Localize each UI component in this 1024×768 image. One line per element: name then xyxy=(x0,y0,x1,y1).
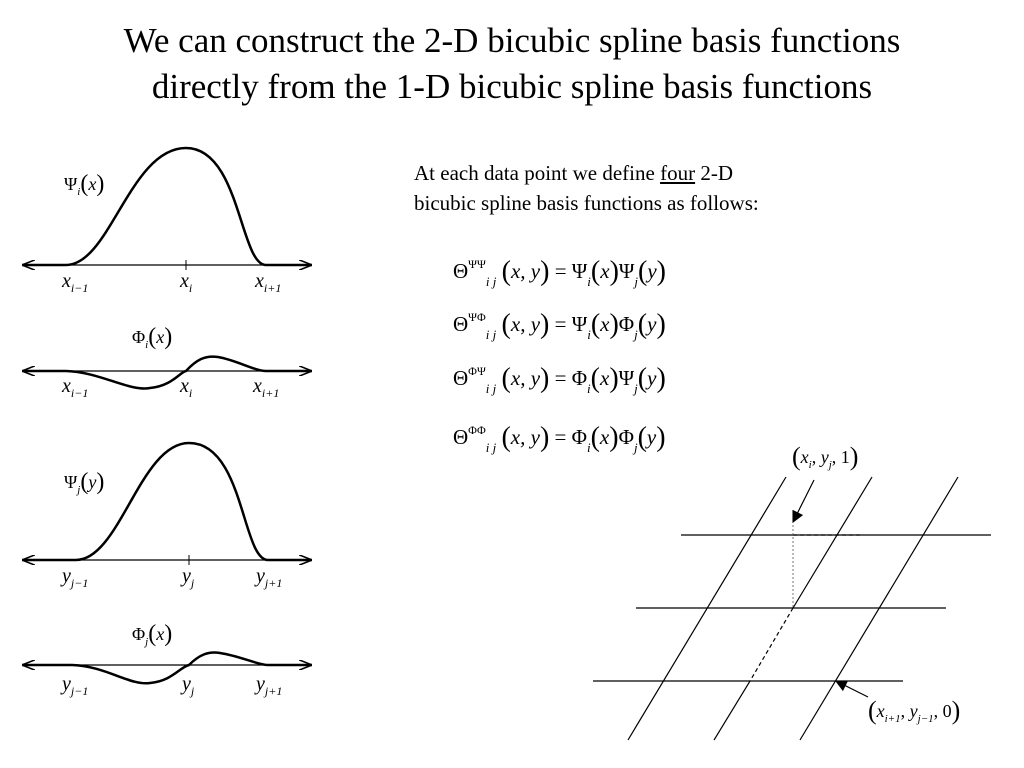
point-label-top: ($x_i$, $y_j$, 1) xyxy=(792,442,859,471)
graph-psi-i xyxy=(22,148,312,270)
equation-phi-phi: $\Theta^{\Phi\Phi}_{i j}$ (x, $y) = \Phi_i(x)\Phi_j(y)$ xyxy=(453,422,666,455)
eq-superscript: ΦΦ xyxy=(468,423,486,437)
eq-first-factor: Ψ xyxy=(571,312,588,336)
equation-psi-psi: $\Theta^{\Psi\Psi}_{i j}$ (x, $y) = \Psi_i(x)\Psi_j(y)$ xyxy=(453,256,666,289)
eq-subscript: i j xyxy=(485,274,497,289)
tick-label-left: $x_{i-1}$ xyxy=(62,375,89,400)
grid-diagonal-2-bottom xyxy=(714,681,750,740)
label-psi-j-y: $\Psi_j(y)$ xyxy=(64,469,105,496)
title-line-1: We can construct the 2-D bicubic spline basis functions xyxy=(123,21,901,60)
label-phi-j-x: $\Phi_j(x)$ xyxy=(132,621,173,648)
graph-psi-j xyxy=(22,443,312,565)
equation-psi-phi: $\Theta^{\Psi\Phi}_{i j}$ (x, $y) = \Psi_i(x)\Phi_j(y)$ xyxy=(453,309,666,342)
tick-label-right: $x_{i+1}$ xyxy=(255,270,282,295)
eq-second-factor: Ψ xyxy=(618,366,635,390)
tick-label-right: $x_{i+1}$ xyxy=(253,375,280,400)
intro-emphasis: four xyxy=(660,161,696,185)
eq-subscript: i j xyxy=(485,327,497,342)
equation-phi-psi: $\Theta^{\Phi\Psi}_{i j}$ (x, $y) = \Phi_i(x)\Psi_j(y)$ xyxy=(453,363,666,396)
intro-part-2: 2-D xyxy=(695,161,733,185)
eq-subscript: i j xyxy=(485,440,497,455)
tick-label-mid: $x_i$ xyxy=(180,375,193,400)
eq-superscript: ΨΦ xyxy=(468,310,486,324)
point-label-bottom: ($x_{i+1}$, $y_{j-1}$, 0) xyxy=(868,696,961,725)
eq-superscript: ΦΨ xyxy=(468,364,486,378)
label-phi-i-x: $\Phi_i(x)$ xyxy=(132,324,173,351)
tick-label-left: $x_{i-1}$ xyxy=(62,270,89,295)
eq-second-factor: Φ xyxy=(618,312,635,336)
grid-diagonal-2-dashed xyxy=(750,608,793,681)
eq-first-factor: Φ xyxy=(571,425,587,449)
eq-second-factor: Φ xyxy=(618,425,634,449)
theta-symbol: Θ xyxy=(453,366,469,390)
tick-label-mid: $y_j$ xyxy=(182,673,195,698)
tick-label-right: $y_{j+1}$ xyxy=(256,673,283,698)
psi-curve xyxy=(22,443,312,560)
psi-curve xyxy=(22,148,312,265)
theta-symbol: Θ xyxy=(453,259,469,283)
eq-superscript: ΨΨ xyxy=(468,257,486,271)
title-line-2: directly from the 1-D bicubic spline basis functions xyxy=(151,67,873,106)
tick-label-right: $y_{j+1}$ xyxy=(256,565,283,590)
label-psi-i-x: $\Psi_i(x)$ xyxy=(64,171,105,198)
intro-line-2: bicubic spline basis functions as follows: xyxy=(414,191,759,215)
eq-first-factor: Ψ xyxy=(571,259,588,283)
eq-second-factor: Ψ xyxy=(618,259,635,283)
tick-label-left: $y_{j-1}$ xyxy=(62,673,89,698)
intro-part-1: At each data point we define xyxy=(414,161,661,185)
theta-symbol: Θ xyxy=(453,425,469,449)
grid-diagonal-2-top xyxy=(793,477,872,608)
eq-subscript: i j xyxy=(485,381,497,396)
tick-label-mid: $x_i$ xyxy=(180,270,193,295)
arrow-to-top-point xyxy=(793,480,814,522)
arrow-to-bottom-point xyxy=(836,681,868,697)
theta-symbol: Θ xyxy=(453,312,469,336)
eq-first-factor: Φ xyxy=(571,366,588,390)
tick-label-mid: $y_j$ xyxy=(182,565,195,590)
tick-label-left: $y_{j-1}$ xyxy=(62,565,89,590)
